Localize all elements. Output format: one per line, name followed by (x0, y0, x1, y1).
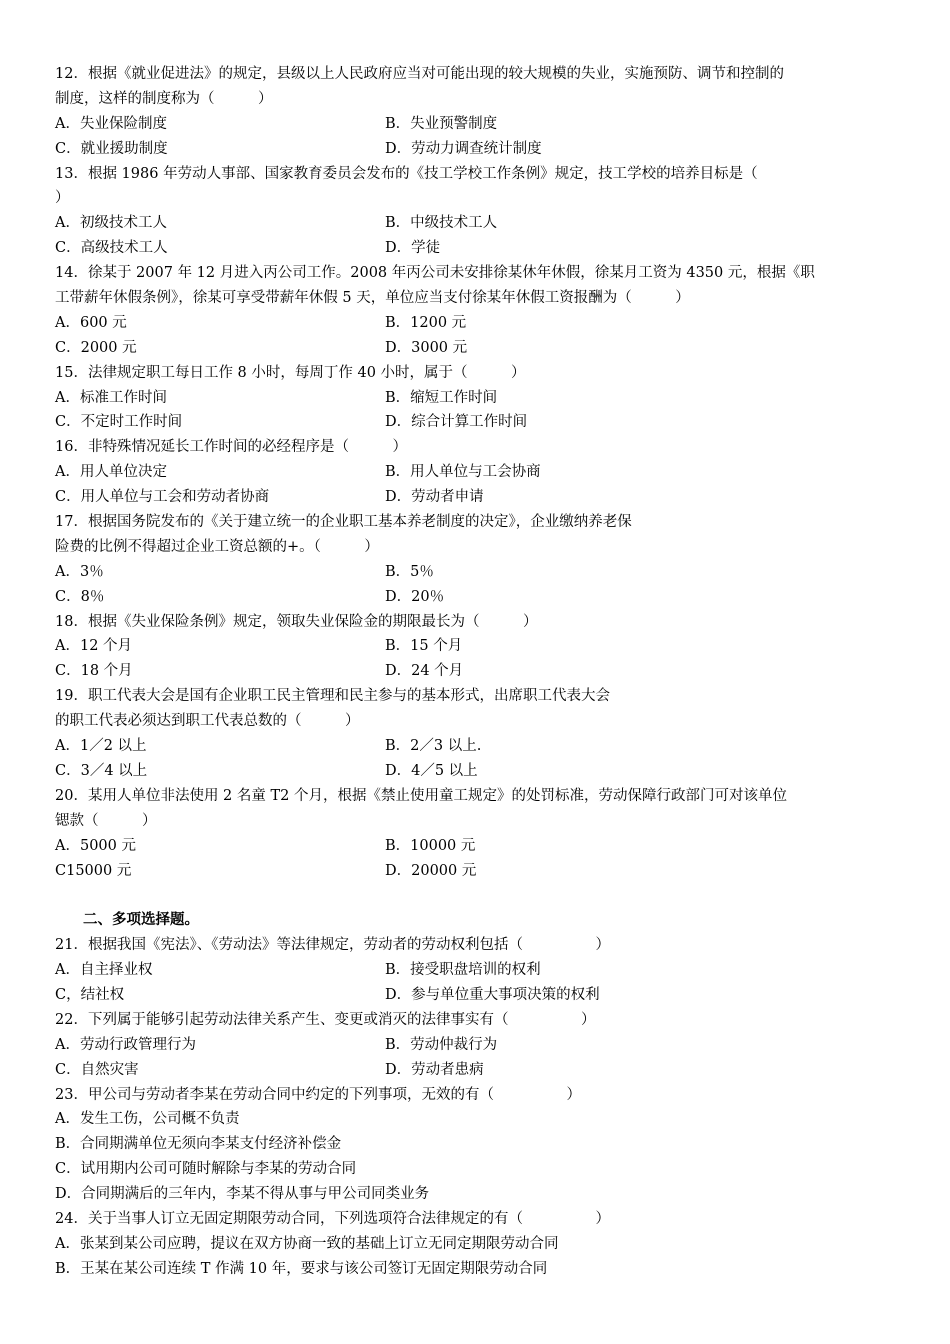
option-a: A．用人单位决定 (55, 464, 167, 481)
option-d: D．20％ (385, 588, 445, 605)
question-stem: 23．甲公司与劳动者李某在劳动合同中约定的下列事项，无效的有（ ） (55, 1086, 581, 1103)
question-stem: ） (55, 190, 70, 207)
option-d: D．合同期满后的三年内，李某不得从事与甲公司同类业务 (55, 1186, 430, 1203)
question-stem: 工带薪年休假条例》，徐某可享受带薪年休假 5 天，单位应当支付徐某年休假工资报酬为（ ） (55, 290, 690, 307)
question-stem: 12．根据《就业促进法》的规定，县级以上人民政府应当对可能出现的较大规模的失业，实施预防、调节和控制的 (55, 66, 784, 82)
option-c: C．8％ (55, 588, 105, 605)
section-heading: 二、多项选择题。 (83, 912, 199, 929)
question-12 (55, 62, 895, 162)
option-d: D．学徒 (385, 240, 441, 257)
option-d: D．4／5 以上 (385, 762, 478, 779)
option-b: B．缩短工作时间 (385, 389, 498, 406)
question-stem: 锶款（ ） (55, 812, 157, 829)
option-b: B．失业预警制度 (385, 115, 498, 132)
question-13 (55, 162, 895, 262)
option-c: C．18 个月 (55, 663, 133, 680)
option-d: D．20000 元 (385, 862, 477, 879)
option-b: B．2／3 以上. (385, 738, 482, 755)
option-a: A．劳动行政管理行为 (55, 1036, 196, 1053)
option-c: C15000 元 (55, 862, 132, 879)
question-23 (55, 1083, 895, 1207)
option-a: A．自主择业权 (55, 962, 153, 979)
option-c: C．试用期内公司可随时解除与李某的劳动合同 (55, 1161, 357, 1178)
option-b: B．中级技术工人 (385, 215, 498, 232)
option-a: A．600 元 (55, 314, 127, 331)
option-d: D．劳动力调查统计制度 (385, 140, 542, 157)
option-b: B．5％ (385, 563, 434, 580)
option-a: A．3％ (55, 563, 104, 580)
option-b: B．王某在某公司连续 T 作满 10 年，要求与该公司签订无固定期限劳动合同 (55, 1260, 548, 1277)
question-stem: 21．根据我国《宪法》、《劳动法》等法律规定，劳动者的劳动权利包括（ ） (55, 937, 610, 954)
question-21 (55, 933, 895, 1008)
option-c: C．3／4 以上 (55, 762, 148, 779)
exam-page (55, 62, 895, 1282)
question-19 (55, 684, 895, 784)
option-c: C．2000 元 (55, 339, 137, 356)
option-b: B．用人单位与工会协商 (385, 464, 541, 481)
question-18 (55, 610, 895, 685)
option-d: D．综合计算工作时间 (385, 414, 528, 431)
option-a: A．初级技术工人 (55, 215, 167, 232)
question-17 (55, 510, 895, 610)
option-b: B．15 个月 (385, 638, 463, 655)
option-c: C．自然灾害 (55, 1061, 139, 1078)
question-stem: 19．职工代表大会是国有企业职工民主管理和民主参与的基本形式，出席职工代表大会 (55, 688, 610, 705)
question-stem: 24．关于当事人订立无固定期限劳动合同，下列选项符合法律规定的有（ ） (55, 1210, 610, 1227)
option-a: A．张某到某公司应聘，提议在双方协商一致的基础上订立无同定期限劳动合同 (55, 1235, 559, 1252)
option-b: B．合同期满单位无须向李某支付经济补偿金 (55, 1136, 342, 1153)
option-d: D．劳动者患病 (385, 1061, 484, 1078)
option-a: A．标准工作时间 (55, 389, 167, 406)
option-b: B．1200 元 (385, 314, 467, 331)
option-c: C．用人单位与工会和劳动者协商 (55, 489, 270, 506)
option-b: B．接受职盘培训的权利 (385, 962, 541, 979)
question-22 (55, 1008, 895, 1083)
question-stem: 15．法律规定职工每日工作 8 小时，每周丁作 40 小时，属于（ ） (55, 364, 526, 381)
option-c: C，结社权 (55, 986, 125, 1003)
question-24 (55, 1207, 895, 1282)
question-stem: 16．非特殊情况延长工作时间的必经程序是（ ） (55, 439, 407, 456)
option-c: C．就业援助制度 (55, 140, 168, 157)
option-a: A．发生工伤，公司概不负责 (55, 1111, 240, 1128)
question-stem: 制度，这样的制度称为（ ） (55, 90, 273, 107)
option-c: C．不定时工作时间 (55, 414, 183, 431)
question-20 (55, 784, 895, 884)
option-b: B．10000 元 (385, 837, 476, 854)
option-a: A．5000 元 (55, 837, 136, 854)
option-d: D．劳动者申请 (385, 489, 484, 506)
option-d: D．参与单位重大事项决策的权利 (385, 986, 600, 1003)
question-stem: 17．根据国务院发布的《关于建立统一的企业职工基本养老制度的决定》，企业缴纳养老保 (55, 514, 632, 531)
option-a: A．1／2 以上 (55, 738, 147, 755)
question-15 (55, 361, 895, 436)
option-a: A．12 个月 (55, 638, 133, 655)
question-stem: 22．下列属于能够引起劳动法律关系产生、变更或消灭的法律事实有（ ） (55, 1011, 596, 1028)
option-c: C．高级技术工人 (55, 240, 168, 257)
question-14 (55, 261, 895, 361)
question-stem: 20．某用人单位非法使用 2 名童 T2 个月，根据《禁止使用童工规定》的处罚标准，劳动保障行政部门可对该单位 (55, 787, 788, 804)
question-stem: 的职工代表必须达到职工代表总数的（ ） (55, 713, 360, 730)
question-stem: 18．根据《失业保险条例》规定，领取失业保险金的期限最长为（ ） (55, 613, 538, 630)
option-d: D．3000 元 (385, 339, 468, 356)
question-16 (55, 435, 895, 510)
question-stem: 14．徐某于 2007 年 12 月进入丙公司工作。2008 年丙公司未安排徐某休年休假，徐某月工资为 4350 元，根据《职 (55, 265, 815, 282)
option-b: B．劳动仲裁行为 (385, 1036, 498, 1053)
question-stem: 13．根据 1986 年劳动人事部、国家教育委员会发布的《技工学校工作条例》规定，技工学校的培养目标是（ (55, 165, 758, 182)
option-a: A．失业保险制度 (55, 115, 167, 132)
question-stem: 险费的比例不得超过企业工资总额的+。（ ） (55, 538, 379, 555)
option-d: D．24 个月 (385, 663, 464, 680)
